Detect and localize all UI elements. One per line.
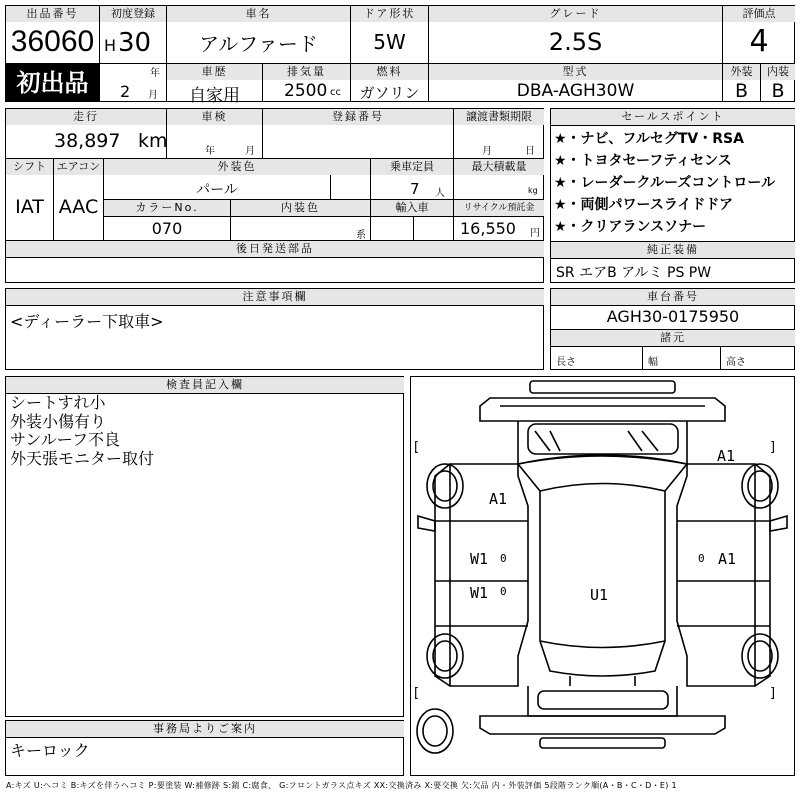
fuel-header: 燃料	[351, 64, 428, 80]
capacity-unit: 人	[435, 188, 445, 199]
history: 自家用	[189, 86, 240, 106]
bracket-mark: [	[414, 440, 420, 455]
mileage: 38,897	[54, 130, 121, 152]
transfer-day-unit: 日	[525, 146, 535, 157]
mileage-unit: km	[138, 130, 168, 152]
damage-label-left-rear-door: W1	[470, 584, 489, 602]
regno-header: 登録番号	[263, 109, 453, 125]
history-header: 車歴	[167, 64, 262, 80]
lot-header: 出品番号	[6, 6, 99, 22]
zero-mark: 0	[500, 552, 507, 565]
model: DBA-AGH30W	[516, 81, 635, 101]
recycle: 16,550	[460, 219, 516, 238]
damage-label-roof: U1	[590, 586, 609, 604]
sales-item: ★・レーダークルーズコントロール	[554, 175, 776, 191]
first-reg-month: 2	[120, 82, 131, 101]
load-unit: kg	[528, 186, 538, 195]
exterior-grade: B	[734, 80, 749, 102]
inspector-line: シートすれ小	[10, 393, 106, 412]
damage-label-right-rear-door: A1	[718, 550, 737, 568]
fuel: ガソリン	[359, 84, 420, 102]
equip-header: 純正装備	[551, 242, 795, 258]
score: 4	[749, 24, 769, 59]
inspector-line: 外天張モニター取付	[10, 448, 155, 468]
inspection-year-unit: 年	[205, 146, 215, 157]
ac-header: エアコン	[54, 159, 103, 175]
year-unit: 年	[150, 68, 160, 79]
mileage-header: 走行	[6, 109, 166, 125]
shift: IAT	[15, 196, 44, 218]
sales-item: ★・トヨタセーフティセンス	[554, 153, 732, 169]
first-reg-era: H	[104, 36, 117, 55]
grade-header: グレード	[429, 6, 722, 22]
sales-item: ★・クリアランスソナー	[554, 219, 707, 235]
interior-grade: B	[771, 80, 785, 102]
damage-label-front-right: A1	[717, 447, 736, 465]
dims-header: 諸元	[551, 330, 795, 346]
car-name: アルファード	[199, 32, 318, 56]
inspector-notes	[10, 394, 154, 468]
later-parts-header: 後日発送部品	[6, 241, 544, 257]
interior-header: 内装	[761, 64, 795, 80]
office-header: 事務局よりご案内	[6, 721, 404, 737]
sales-header: セールスポイント	[551, 109, 795, 125]
first-reg-header: 初度登録	[100, 6, 166, 22]
displacement-header: 排気量	[263, 64, 350, 80]
notes-header: 注意事項欄	[6, 289, 544, 305]
zero-mark: 0	[500, 585, 507, 598]
damage-label-left-front-door: W1	[470, 550, 489, 568]
height-label: 高さ	[726, 357, 746, 368]
inspection-header: 車検	[167, 109, 262, 125]
office-value: キーロック	[10, 741, 90, 760]
month-unit: 月	[148, 90, 158, 101]
model-header: 型式	[429, 64, 722, 80]
zero-mark: 0	[698, 552, 705, 565]
colorno-header: カラーNo.	[104, 200, 230, 216]
door-type: 5W	[373, 30, 406, 54]
first-listing-badge: 初出品	[6, 64, 99, 102]
sales-item: ★・両側パワースライドドア	[554, 197, 734, 213]
color: パール	[196, 182, 238, 198]
first-reg-year: 30	[118, 28, 152, 58]
exterior-header: 外装	[723, 64, 760, 80]
recycle-unit: 円	[530, 228, 540, 239]
inspector-line: 外装小傷有り	[10, 411, 107, 431]
grade: 2.5S	[548, 28, 603, 56]
load-header: 最大積載量	[454, 159, 544, 175]
color-header: 外装色	[104, 159, 370, 175]
bracket-mark: [	[414, 686, 420, 701]
sales-item: ★・ナビ、フルセグTV・RSA	[554, 131, 744, 147]
legend-footer: A:キズ U:ヘコミ B:キズを伴うヘコミ P:要塗装 W:補修跡 S:錆 C:腐食、 G:フロントガラス点キズ XX:交換済み X:要交換 欠:欠品 内・外装評価 5段階ランク順(A・B・C・D・E) 1	[6, 781, 677, 790]
capacity-header: 乗車定員	[371, 159, 453, 175]
chassis-header: 車台番号	[551, 289, 795, 305]
colorno: 070	[151, 219, 183, 238]
lot-number: 36060	[10, 25, 95, 58]
intcolor-header: 内装色	[231, 200, 370, 216]
transfer-month-unit: 月	[482, 146, 492, 157]
bracket-mark: ]	[770, 440, 776, 455]
displacement: 2500	[284, 81, 328, 101]
ac: AAC	[58, 196, 99, 218]
transfer-header: 譲渡書類期限	[454, 109, 544, 125]
width-label: 幅	[648, 357, 658, 368]
length-label: 長さ	[556, 357, 576, 368]
door-header: ドア形状	[351, 6, 428, 22]
car-name-header: 車名	[167, 6, 350, 22]
import-header: 輸入車	[371, 200, 453, 216]
displacement-unit: cc	[330, 87, 341, 98]
bracket-mark: ]	[770, 686, 776, 701]
shift-header: シフト	[6, 159, 53, 175]
recycle-header: リサイクル預託金	[454, 200, 544, 216]
score-header: 評価点	[723, 6, 795, 22]
chassis-number: AGH30-0175950	[606, 307, 740, 326]
inspector-header: 検査員記入欄	[6, 377, 404, 393]
sales-list	[554, 128, 775, 238]
inspector-line: サンルーフ不良	[10, 430, 121, 449]
intcolor-unit: 系	[356, 230, 366, 241]
damage-label-front-left: A1	[489, 490, 508, 508]
capacity: 7	[410, 180, 420, 198]
car-diagram	[410, 376, 795, 776]
inspection-month-unit: 月	[245, 146, 255, 157]
equip-value: SR エアB アルミ PS PW	[556, 265, 712, 281]
notes-value: <ディーラー下取車>	[10, 312, 164, 331]
